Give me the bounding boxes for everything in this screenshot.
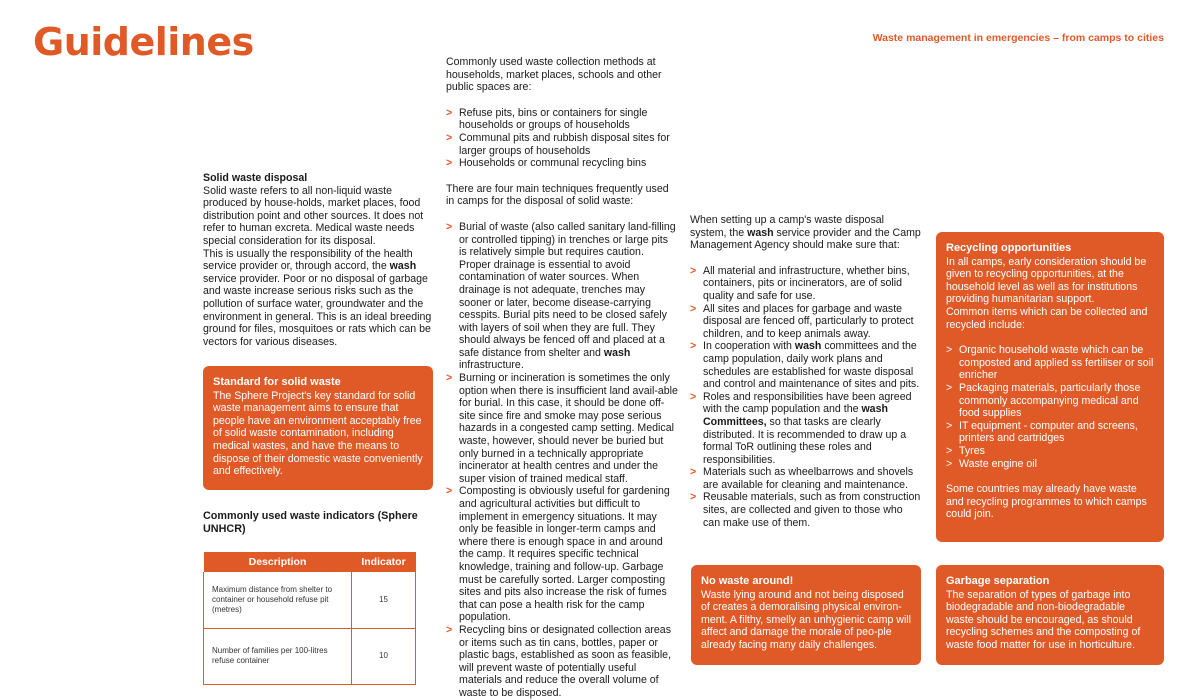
text-run: Burial of waste (also called sanitary land-filling or controlled tipping) in trenches or large pits is relatively simple but requires caution. Proper drainage is essential to avoid contamination of water sources. When drainage is not adequate, trenches may sooner or later, become disease-carrying cesspits. Burial pits need to be closed safely with layers of soil when they are full. They should always be fenced off and placed at a safe distance from shelter and [459, 220, 676, 359]
camp-setup-intro [690, 214, 922, 252]
solid-waste-section [203, 172, 435, 348]
table-header-row [204, 552, 416, 572]
standard-box-heading: Standard for solid waste [213, 376, 341, 388]
techniques-list [446, 221, 678, 700]
wash-term: wash [389, 260, 417, 273]
text-run: infrastructure. [459, 359, 524, 372]
list-item [690, 340, 922, 390]
methods-list [446, 107, 678, 170]
wash-term: wash [747, 226, 774, 239]
no-waste-box [691, 565, 921, 665]
page-title: Guidelines [33, 20, 254, 64]
methods-intro: Commonly used waste collection methods at households, market places, schools and other public spaces are: [446, 56, 662, 94]
text-run: When setting up a camp's waste disposal system, the [690, 214, 884, 239]
recycling-box [936, 232, 1164, 542]
publication-title: Waste management in emergencies – from camps to cities [872, 32, 1164, 44]
list-item: > Organic household waste which can be composted and applied ss fertiliser or soil enricher [946, 344, 1154, 382]
indicator-column-header: Indicator [352, 552, 416, 572]
garbage-separation-box [936, 565, 1164, 665]
text-run: In cooperation with [703, 340, 795, 353]
list-item: > Materials such as wheelbarrows and shovels are available for cleaning and maintenance. [690, 466, 922, 491]
garbage-separation-heading: Garbage separation [946, 575, 1050, 587]
list-item: > Tyres [946, 445, 1154, 458]
list-item: > Refuse pits, bins or containers for single households or groups of households [446, 107, 678, 132]
text-run: service provider. Poor or no disposal of garbage and waste increase serious risks such as the pollution of surface water, groundwater and the environment in general. This is an ideal breeding ground for files, mosquitoes or rats which can be vectors for various diseases. [203, 272, 432, 348]
row-indicator-value: 15 [352, 572, 416, 628]
recycling-items-list [946, 344, 1154, 470]
list-item [690, 391, 922, 467]
solid-waste-paragraph-2 [203, 248, 435, 349]
list-item: > Recycling bins or designated collection areas or items such as tin cans, bottles, paper or plastic bags, established as soon as feasible, will prevent waste of potentially useful materials and reduce the overall volume of waste to be disposed. [446, 624, 678, 700]
row-description: Number of families per 100-litres refuse container [204, 628, 352, 684]
camp-setup-list [690, 265, 922, 529]
table-row [204, 572, 416, 628]
text-run: This is usually the responsibility of the health service provider or, through accord, the [203, 247, 413, 273]
camp-setup-section [690, 214, 922, 529]
list-item: > Composting is obviously useful for gardening and agricultural activities but difficult to implement in emergency situations. It may only be feasible in longer-term camps and where there is enough space in and around the camp. It requires specific technical knowledge, training and follow-up. Garbage must be carefully sorted. Larger composting sites and pits also increase the risk of fumes that can pose a health risk for the camp population. [446, 485, 678, 624]
list-item: > All sites and places for garbage and waste disposal are fenced off, particularly to protect children, and to keep animals away. [690, 303, 922, 341]
row-indicator-value: 10 [352, 628, 416, 684]
recycling-paragraph-1: In all camps, early consideration should be given to recycling opportunities, at the household level as well as for institutions providing humanitarian support. [946, 255, 1147, 306]
no-waste-heading: No waste around! [701, 575, 794, 587]
solid-waste-paragraph-1: Solid waste refers to all non-liquid waste produced by house-holds, market places, food distribution point and other sources. It does not refer to human excreta. Medical waste needs special consideration for its disposal. [203, 184, 424, 247]
collection-methods-section [446, 56, 678, 700]
standard-box-text: The Sphere Project's key standard for solid waste management aims to ensure that people have an environment acceptably free of solid waste contamination, including medical wastes, and have the means to dispose of their domestic waste conveniently and effectively. [213, 389, 423, 478]
indicators-heading: Commonly used waste indicators (Sphere UNHCR) [203, 510, 418, 535]
standard-box [203, 366, 433, 490]
recycling-paragraph-3: Some countries may already have waste and recycling programmes to which camps could join. [946, 483, 1147, 521]
list-item: > Waste engine oil [946, 458, 1154, 471]
wash-term: wash [794, 340, 822, 353]
text-run: committees and the camp population, daily work plans and schedules are established for waste disposal and control and maintenance of sites and pits. [703, 340, 920, 391]
list-item [446, 221, 678, 372]
text-run: Roles and responsibilities have been agreed with the camp population and the [703, 390, 912, 416]
table-row [204, 628, 416, 684]
description-column-header: Description [204, 552, 352, 572]
list-item: > Communal pits and rubbish disposal sites for larger groups of households [446, 132, 678, 157]
recycling-paragraph-2: Common items which can be collected and recycled include: [946, 305, 1148, 331]
indicators-table [203, 552, 416, 685]
list-item: > IT equipment - computer and screens, printers and cartridges [946, 420, 1154, 445]
list-item: > Reusable materials, such as from construction sites, are collected and given to those who can make use of them. [690, 491, 922, 529]
row-description: Maximum distance from shelter to container or household refuse pit (metres) [204, 572, 352, 628]
wash-term: wash [603, 346, 631, 359]
no-waste-text: Waste lying around and not being disposed of creates a demoralising physical environ-ment. A filthy, smelly an unhygienic camp will affect and damage the morale of peo-ple already facing many daily challenges. [701, 588, 912, 651]
list-item: > All material and infrastructure, whether bins, containers, pits or incinerators, are of solid quality and safe for use. [690, 265, 922, 303]
list-item: > Packaging materials, particularly those commonly accompanying medical and food supplies [946, 382, 1154, 420]
list-item: > Burning or incineration is sometimes the only option when there is insufficient land avail-able for burial. In this case, it should be done off-site since fire and smoke may pose serious hazards in a congested camp setting. Medical waste, however, should never be buried but only burned in a technically appropriate incinerator at health centres and under the super vision of trained medical staff. [446, 372, 678, 485]
techniques-intro: There are four main techniques frequently used in camps for the disposal of solid waste: [446, 182, 669, 208]
text-run: service provider and the Camp Management Agency should make sure that: [690, 226, 921, 252]
solid-waste-heading: Solid waste disposal [203, 172, 308, 184]
recycling-heading: Recycling opportunities [946, 242, 1072, 254]
wash-term: wash Committees, [703, 403, 888, 428]
text-run: so that tasks are clearly distributed. It is recommended to draw up a formal ToR outlining these roles and responsibilities. [703, 415, 907, 466]
garbage-separation-text: The separation of types of garbage into biodegradable and non-biodegradable waste should be encouraged, as should recycling schemes and the composting of waste food matter for use in horticulture. [946, 588, 1141, 651]
list-item: > Households or communal recycling bins [446, 157, 678, 170]
